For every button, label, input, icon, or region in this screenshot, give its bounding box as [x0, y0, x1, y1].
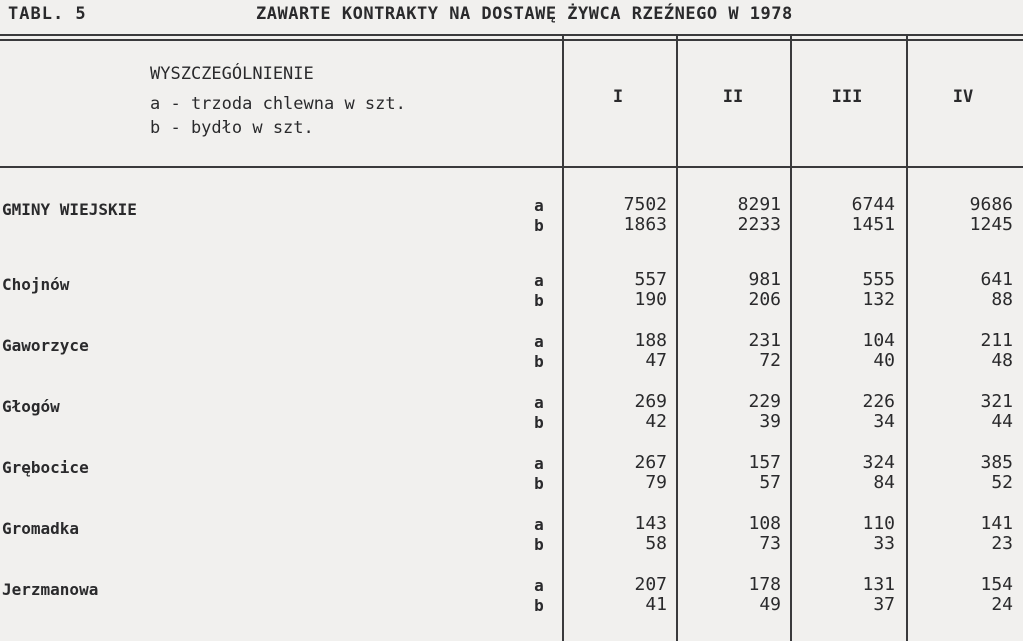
row-key-b: b [534, 596, 544, 615]
description-title: WYSZCZEGÓLNIENIE [150, 64, 314, 84]
table-cell: 84 [873, 472, 895, 493]
table-cell: 24 [991, 594, 1013, 615]
quarter-header-4: IV [952, 87, 974, 107]
row-key-b: b [534, 216, 544, 235]
row-key-a: a [534, 196, 544, 215]
column-divider-1 [562, 34, 564, 641]
table-cell: 72 [759, 350, 781, 371]
table-cell: 49 [759, 594, 781, 615]
row-key-a: a [534, 271, 544, 290]
table-cell: 52 [991, 472, 1013, 493]
table-cell: 324 [862, 452, 895, 473]
table-cell: 9686 [969, 194, 1013, 215]
legend-b: b - bydło w szt. [150, 118, 314, 138]
row-label: GMINY WIEJSKIE [2, 200, 137, 219]
table-cell: 23 [991, 533, 1013, 554]
quarter-header-3: III [831, 87, 863, 107]
table-cell: 8291 [737, 194, 781, 215]
header-description [150, 62, 406, 140]
table-cell: 88 [991, 289, 1013, 310]
table-cell: 79 [645, 472, 667, 493]
row-label: Jerzmanowa [2, 580, 99, 599]
table-cell: 154 [980, 574, 1013, 595]
table-cell: 39 [759, 411, 781, 432]
column-divider-3 [790, 34, 792, 641]
top-rule-inner [0, 39, 1023, 41]
table-cell: 1863 [623, 214, 667, 235]
table-cell: 33 [873, 533, 895, 554]
table-cell: 73 [759, 533, 781, 554]
table-cell: 141 [980, 513, 1013, 534]
table-cell: 42 [645, 411, 667, 432]
table-cell: 34 [873, 411, 895, 432]
table-cell: 37 [873, 594, 895, 615]
table-cell: 143 [634, 513, 667, 534]
table-cell: 57 [759, 472, 781, 493]
table-cell: 6744 [851, 194, 895, 215]
column-divider-2 [676, 34, 678, 641]
row-label: Głogów [2, 397, 60, 416]
table-cell: 44 [991, 411, 1013, 432]
table-cell: 2233 [737, 214, 781, 235]
table-title: ZAWARTE KONTRAKTY NA DOSTAWĘ ŻYWCA RZEŹNEGO W 1978 [256, 4, 793, 24]
row-label: Chojnów [2, 275, 70, 294]
table-cell: 231 [748, 330, 781, 351]
row-key-b: b [534, 535, 544, 554]
row-key-a: a [534, 515, 544, 534]
table-cell: 557 [634, 269, 667, 290]
table-cell: 1245 [969, 214, 1013, 235]
legend-a: a - trzoda chlewna w szt. [150, 94, 406, 114]
row-label: Gromadka [2, 519, 80, 538]
table-cell: 178 [748, 574, 781, 595]
table-cell: 157 [748, 452, 781, 473]
row-key-a: a [534, 393, 544, 412]
table-cell: 206 [748, 289, 781, 310]
row-key-b: b [534, 413, 544, 432]
table-cell: 104 [862, 330, 895, 351]
row-key-b: b [534, 291, 544, 310]
table-cell: 321 [980, 391, 1013, 412]
table-cell: 385 [980, 452, 1013, 473]
table-cell: 188 [634, 330, 667, 351]
table-cell: 58 [645, 533, 667, 554]
row-key-a: a [534, 454, 544, 473]
header-bottom-rule [0, 166, 1023, 168]
row-key-b: b [534, 474, 544, 493]
quarter-header-2: II [722, 87, 744, 107]
table-cell: 7502 [623, 194, 667, 215]
table-cell: 226 [862, 391, 895, 412]
table-cell: 641 [980, 269, 1013, 290]
table-cell: 41 [645, 594, 667, 615]
table-cell: 47 [645, 350, 667, 371]
quarter-header-1: I [612, 87, 624, 107]
table-cell: 110 [862, 513, 895, 534]
table-cell: 132 [862, 289, 895, 310]
table-cell: 267 [634, 452, 667, 473]
table-cell: 40 [873, 350, 895, 371]
table-cell: 229 [748, 391, 781, 412]
table-number: TABL. 5 [8, 4, 87, 24]
row-key-a: a [534, 332, 544, 351]
table-cell: 108 [748, 513, 781, 534]
row-label: Grębocice [2, 458, 89, 477]
table-cell: 48 [991, 350, 1013, 371]
row-key-a: a [534, 576, 544, 595]
table-cell: 207 [634, 574, 667, 595]
table-cell: 269 [634, 391, 667, 412]
table-cell: 981 [748, 269, 781, 290]
row-key-b: b [534, 352, 544, 371]
table-cell: 131 [862, 574, 895, 595]
table-cell: 190 [634, 289, 667, 310]
column-divider-4 [906, 34, 908, 641]
table-cell: 211 [980, 330, 1013, 351]
table-cell: 555 [862, 269, 895, 290]
table-cell: 1451 [851, 214, 895, 235]
top-rule-outer [0, 34, 1023, 36]
row-label: Gaworzyce [2, 336, 89, 355]
